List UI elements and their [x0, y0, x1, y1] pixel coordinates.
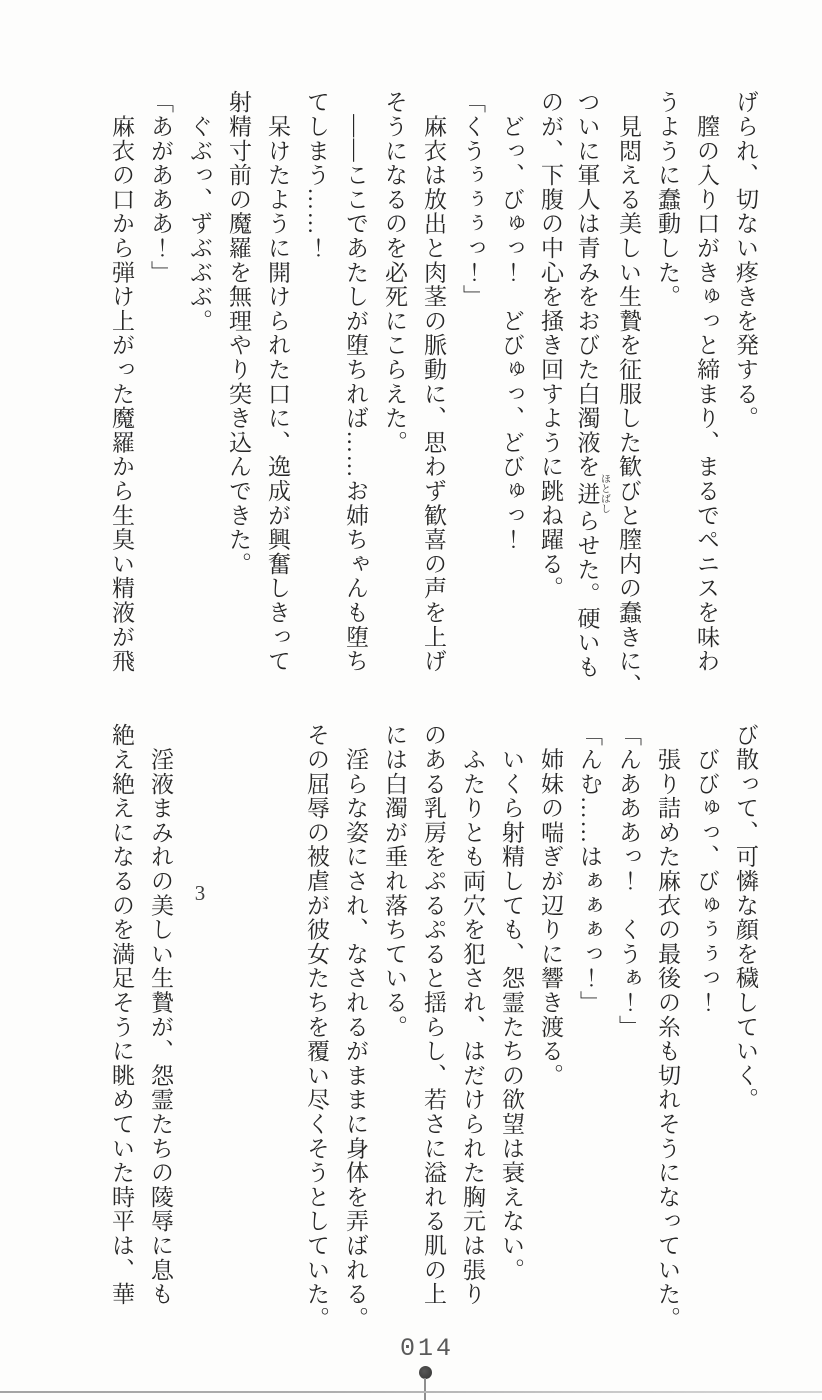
text-column: 「んむ……はぁぁぁっ！」 [577, 723, 602, 1015]
text-column: び散って、可憐な顔を穢していく。 [733, 723, 758, 1112]
text-column: 膣の入り口がきゅっと締まり、まるでペニスを味わ [694, 90, 719, 674]
text-column: ――ここであたしが堕ちれば……お姉ちゃんも堕ち [343, 90, 368, 674]
text-column: ふたりとも両穴を犯され、はだけられた胸元は張り [460, 723, 485, 1307]
text-column: 「あがあああ！」 [148, 90, 173, 285]
text-column: ぐぶっ、ずぶぶぶ。 [187, 90, 212, 333]
text-column: その屈辱の被虐が彼女たちを覆い尽くそうとしていた。 [304, 723, 329, 1331]
text-column: 淫らな姿にされ、なされるがままに身体を弄ばれる。 [343, 723, 368, 1331]
text-column: 「んあああっ！ くうぁ！」 [616, 723, 641, 1039]
text-column: そうになるのを必死にこらえた。 [382, 90, 407, 455]
text-column: 呆けたように開けられた口に、逸成が興奮しきって [265, 90, 290, 674]
text-column: 「くうぅぅぅっ！」 [460, 90, 485, 309]
blank-column [258, 723, 297, 1339]
text-column: 射精寸前の魔羅を無理やり突き込んできた。 [226, 90, 251, 576]
trim-mark-line [424, 1378, 426, 1400]
blank-column [219, 723, 258, 1339]
bottom-text-block [102, 723, 765, 1339]
text-column: 張り詰めた麻衣の最後の糸も切れそうになっていた。 [655, 723, 680, 1331]
section-number: 3 [188, 881, 212, 905]
text-column: には白濁が垂れ落ちている。 [382, 723, 407, 1039]
text-column: 麻衣は放出と肉茎の脈動に、思わず歓喜の声を上げ [421, 90, 446, 674]
text-column: のある乳房をぷるぷると揺らし、若さに溢れる肌の上 [421, 723, 446, 1307]
page-number: 014 [399, 1334, 455, 1363]
page-edge-line [0, 1391, 822, 1393]
text-column: 絶え絶えになるのを満足そうに眺めていた時平は、華 [109, 723, 134, 1307]
text-column: げられ、切ない疼きを発する。 [733, 90, 758, 431]
text-column: 見悶える美しい生贄を征服した歓びと膣内の蠢きに、 [616, 90, 641, 698]
text-column: いくら射精しても、怨霊たちの欲望は衰えない。 [499, 723, 524, 1282]
text-column: びびゅっ、びゅぅぅっ！ [694, 723, 719, 1015]
text-column: うように蠢動した。 [655, 90, 680, 309]
text-column: どっ、びゅっ！ どびゅっ、どびゅっ！ [499, 90, 524, 552]
text-column: 淫液まみれの美しい生贄が、怨霊たちの陵辱に息も [148, 723, 173, 1307]
text-column: てしまう……！ [304, 90, 329, 261]
top-text-block [102, 90, 765, 698]
text-column: 麻衣の口から弾け上がった魔羅から生臭い精液が飛 [109, 90, 134, 674]
text-column: のが、下腹の中心を掻き回すように跳ね躍る。 [538, 90, 563, 601]
text-column: 姉妹の喘ぎが辺りに響き渡る。 [538, 723, 563, 1088]
ruby-annotated-word: 迸 ほとばし [574, 473, 610, 514]
text-column: ついに軍人は青みをおびた白濁液を迸 ほとばしらせた。硬いも [574, 90, 610, 679]
